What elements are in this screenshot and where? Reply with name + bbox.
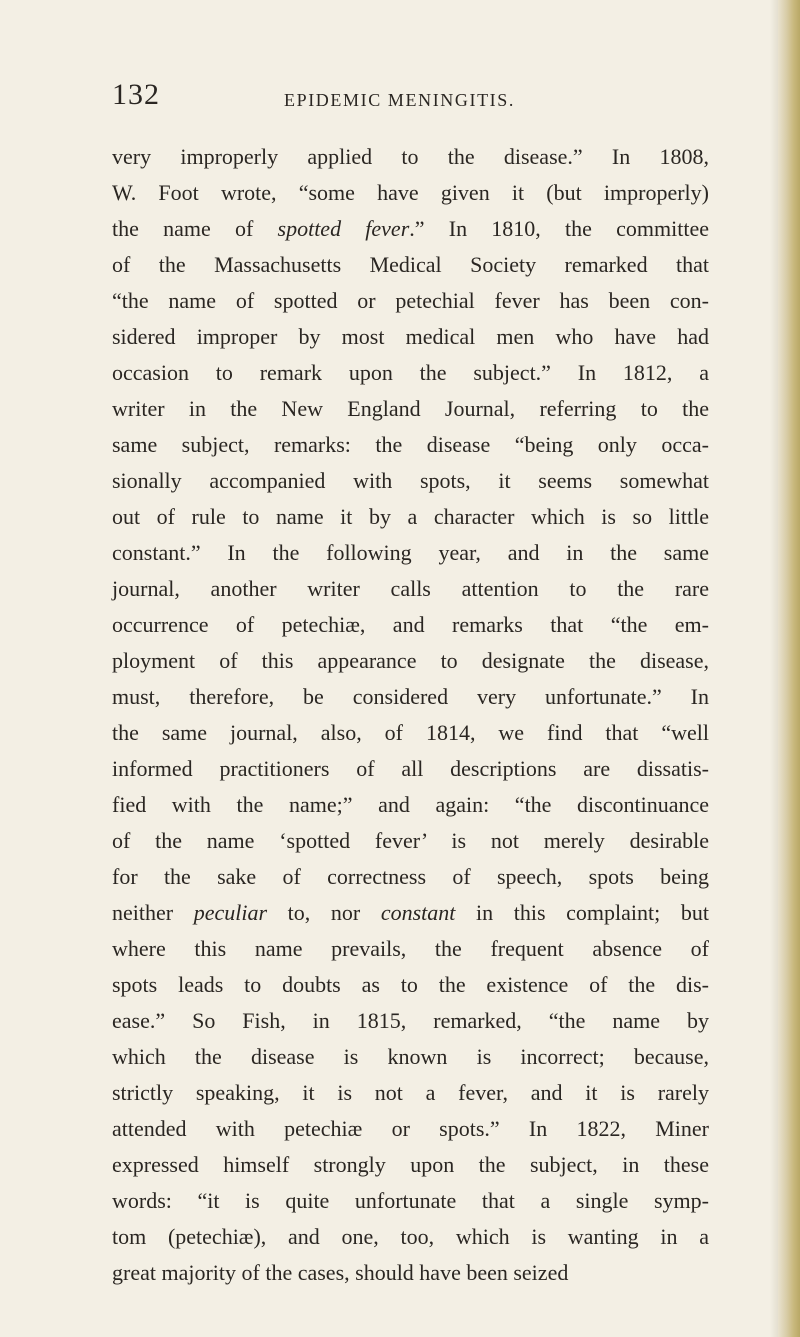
text-segment: ease.” So Fish, in 1815, remarked, “the name by [112,1008,709,1033]
text-line [112,319,709,355]
text-line [112,1039,709,1075]
text-line [112,823,709,859]
text-line [112,607,709,643]
italic-phrase: spotted fever [277,216,410,241]
text-segment: ployment of this appearance to designate the disease, [112,648,709,673]
text-segment: informed practitioners of all descriptions are dissatis- [112,756,709,781]
text-line [112,751,709,787]
text-line [112,1075,709,1111]
text-segment: in this complaint; but [455,900,709,925]
text-segment: fied with the name;” and again: “the discontinuance [112,792,709,817]
text-segment: which the disease is known is incorrect; because, [112,1044,709,1069]
text-segment: attended with petechiæ or spots.” In 1822, Miner [112,1116,709,1141]
text-segment: .” In 1810, the committee [409,216,709,241]
text-segment: writer in the New England Journal, referring to the [112,396,709,421]
text-segment: out of rule to name it by a character which is so little [112,504,709,529]
text-line [112,931,709,967]
text-line [112,535,709,571]
text-line [112,859,709,895]
text-line [112,247,709,283]
text-segment: neither [112,900,194,925]
text-segment: “the name of spotted or petechial fever has been con- [112,288,709,313]
text-line [112,1255,709,1291]
text-segment: sionally accompanied with spots, it seems somewhat [112,468,709,493]
text-line [112,463,709,499]
text-segment: tom (petechiæ), and one, too, which is wanting in a [112,1224,709,1249]
text-segment: of the Massachusetts Medical Society remarked that [112,252,709,277]
text-segment: constant.” In the following year, and in the same [112,540,709,565]
italic-phrase: peculiar [193,900,268,925]
italic-phrase: constant [380,900,456,925]
text-segment: for the sake of correctness of speech, spots being [112,864,709,889]
text-segment: spots leads to doubts as to the existence of the dis- [112,972,709,997]
text-segment: occasion to remark upon the subject.” In 1812, a [112,360,709,385]
page-gutter-shadow [770,0,778,1337]
text-line [112,391,709,427]
text-segment: the same journal, also, of 1814, we find that “well [112,720,709,745]
text-line [112,787,709,823]
page-edge [778,0,800,1337]
text-line [112,679,709,715]
text-segment: same subject, remarks: the disease “being only occa- [112,432,709,457]
text-segment: must, therefore, be considered very unfortunate.” In [112,684,709,709]
text-segment: strictly speaking, it is not a fever, and it is rarely [112,1080,709,1105]
text-segment: words: “it is quite unfortunate that a single symp- [112,1188,709,1213]
text-line [112,1003,709,1039]
text-line [112,355,709,391]
text-line [112,139,709,175]
body-text [112,139,709,1291]
text-segment: of the name ‘spotted fever’ is not merely desirable [112,828,709,853]
text-line [112,427,709,463]
text-segment: very improperly applied to the disease.” In 1808, [112,144,709,169]
text-segment: the name of [112,216,278,241]
text-line [112,571,709,607]
text-line [112,1183,709,1219]
text-segment: W. Foot wrote, “some have given it (but improperly) [112,180,709,205]
text-segment: expressed himself strongly upon the subject, in these [112,1152,709,1177]
text-line [112,499,709,535]
text-line [112,1219,709,1255]
text-segment: journal, another writer calls attention to the rare [112,576,709,601]
text-segment: great majority of the cases, should have been seized [112,1260,569,1285]
text-segment: where this name prevails, the frequent absence of [112,936,709,961]
text-line [112,895,709,931]
page-number: 132 [112,78,160,111]
text-line [112,643,709,679]
text-line [112,1147,709,1183]
page-header [112,78,712,118]
text-segment: sidered improper by most medical men who have had [112,324,709,349]
text-line [112,283,709,319]
text-segment: occurrence of petechiæ, and remarks that “the em- [112,612,709,637]
text-line [112,211,709,247]
text-segment: to, nor [267,900,381,925]
text-line [112,1111,709,1147]
text-line [112,967,709,1003]
text-line [112,175,709,211]
text-line [112,715,709,751]
running-head: EPIDEMIC MENINGITIS. [284,90,515,110]
